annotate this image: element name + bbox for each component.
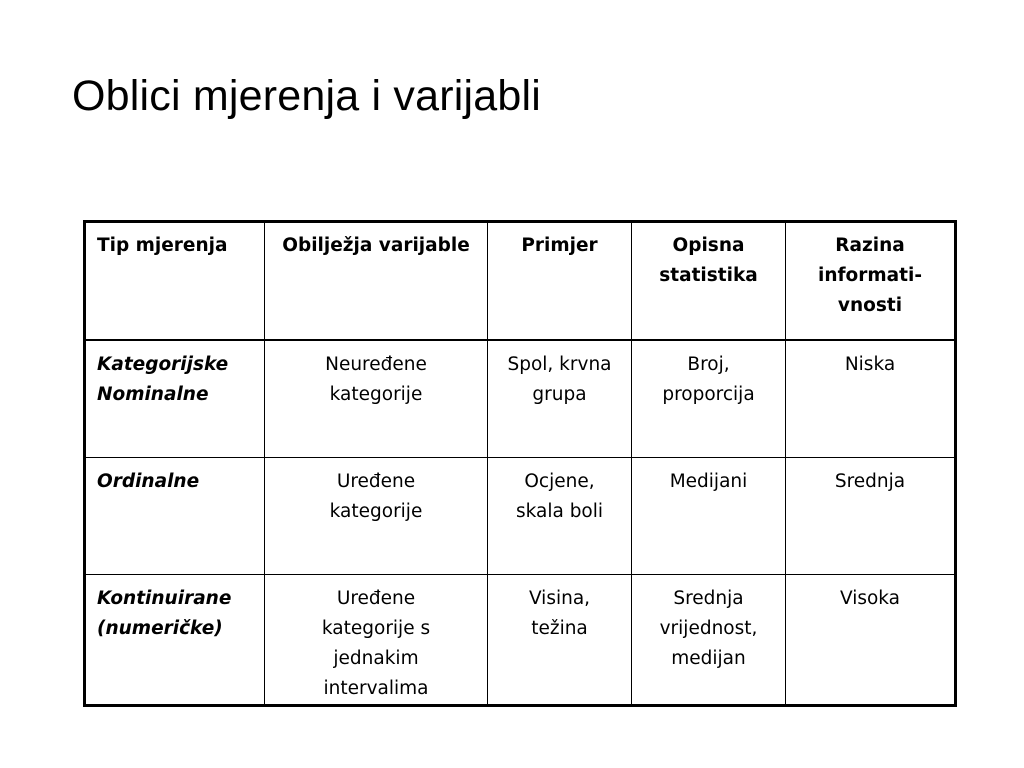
cell-information-level: Niska — [786, 340, 956, 458]
header-cell-measurement-type: Tip mjerenja — [85, 222, 265, 341]
measurement-types-table — [83, 220, 957, 707]
cell-information-level: Srednja — [786, 458, 956, 575]
table-row — [85, 340, 956, 458]
cell-descriptive-statistics: Medijani — [632, 458, 786, 575]
cell-measurement-type: Kategorijske Nominalne — [85, 340, 265, 458]
cell-descriptive-statistics: Broj, proporcija — [632, 340, 786, 458]
cell-variable-characteristics: Uređene kategorije — [265, 458, 488, 575]
cell-variable-characteristics: Uređene kategorije s jednakim intervalima — [265, 575, 488, 706]
table-row — [85, 575, 956, 706]
cell-example: Ocjene, skala boli — [488, 458, 632, 575]
table-row — [85, 458, 956, 575]
header-cell-descriptive-statistics: Opisna statistika — [632, 222, 786, 341]
slide-title: Oblici mjerenja i varijabli — [72, 72, 541, 120]
header-cell-example: Primjer — [488, 222, 632, 341]
table-header-row — [85, 222, 956, 341]
cell-example: Visina, težina — [488, 575, 632, 706]
header-cell-variable-characteristics: Obilježja varijable — [265, 222, 488, 341]
header-cell-information-level: Razina informati- vnosti — [786, 222, 956, 341]
cell-measurement-type: Kontinuirane (numeričke) — [85, 575, 265, 706]
cell-descriptive-statistics: Srednja vrijednost, medijan — [632, 575, 786, 706]
cell-information-level: Visoka — [786, 575, 956, 706]
cell-variable-characteristics: Neuređene kategorije — [265, 340, 488, 458]
cell-measurement-type: Ordinalne — [85, 458, 265, 575]
cell-example: Spol, krvna grupa — [488, 340, 632, 458]
